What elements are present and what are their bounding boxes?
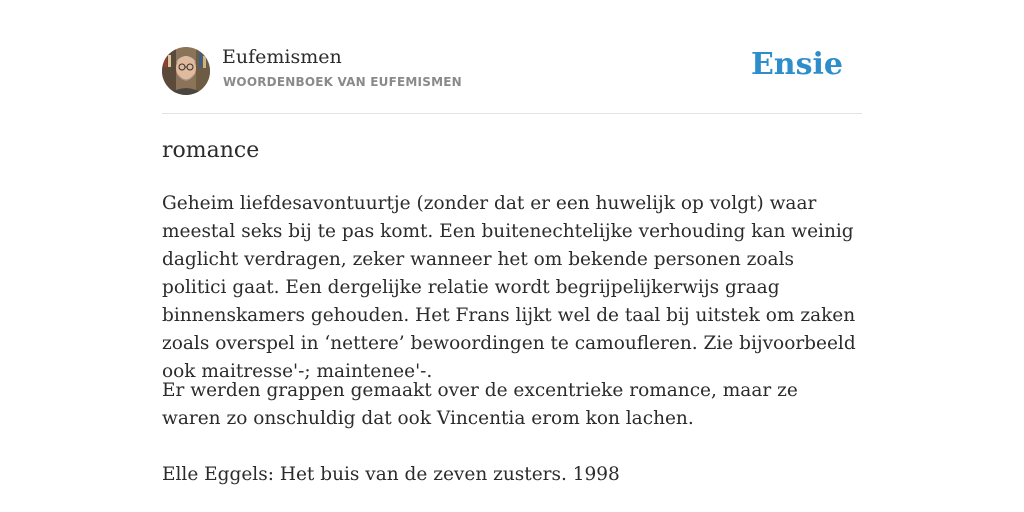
header [162, 0, 862, 114]
entry-source: Elle Eggels: Het buis van de zeven zusters. 1998 [162, 464, 620, 485]
avatar[interactable] [162, 47, 210, 95]
entry-example: Er werden grappen gemaakt over de excentrieke romance, maar ze waren zo onschuldig dat ook Vincentia erom kon lachen. [162, 380, 798, 429]
author-name[interactable]: Eufemismen [222, 46, 342, 68]
ensie-logo[interactable]: Ensie [750, 47, 843, 82]
avatar-portrait-icon [162, 47, 210, 95]
entry-definition: Geheim liefdesavontuurtje (zonder dat er een huwelijk op volgt) waar meestal seks bij te pas komt. Een buitenechtelijke verhouding kan weinig daglicht verdragen, zeker wanneer het om bekende personen zoals politici gaat. Een dergelijke relatie wordt begrijpelijkerwijs graag binnenskamers gehouden. Het Frans lijkt wel de taal bij uitstek om zaken zoals overspel in ‘nettere’ bewoordingen te camoufleren. Zie bijvoorbeeld ook maitresse'-; maintenee'-. [162, 193, 856, 382]
entry-term: romance [162, 138, 260, 163]
author-subtitle[interactable]: WOORDENBOEK VAN EUFEMISMEN [223, 75, 462, 89]
entry-card [162, 0, 862, 485]
